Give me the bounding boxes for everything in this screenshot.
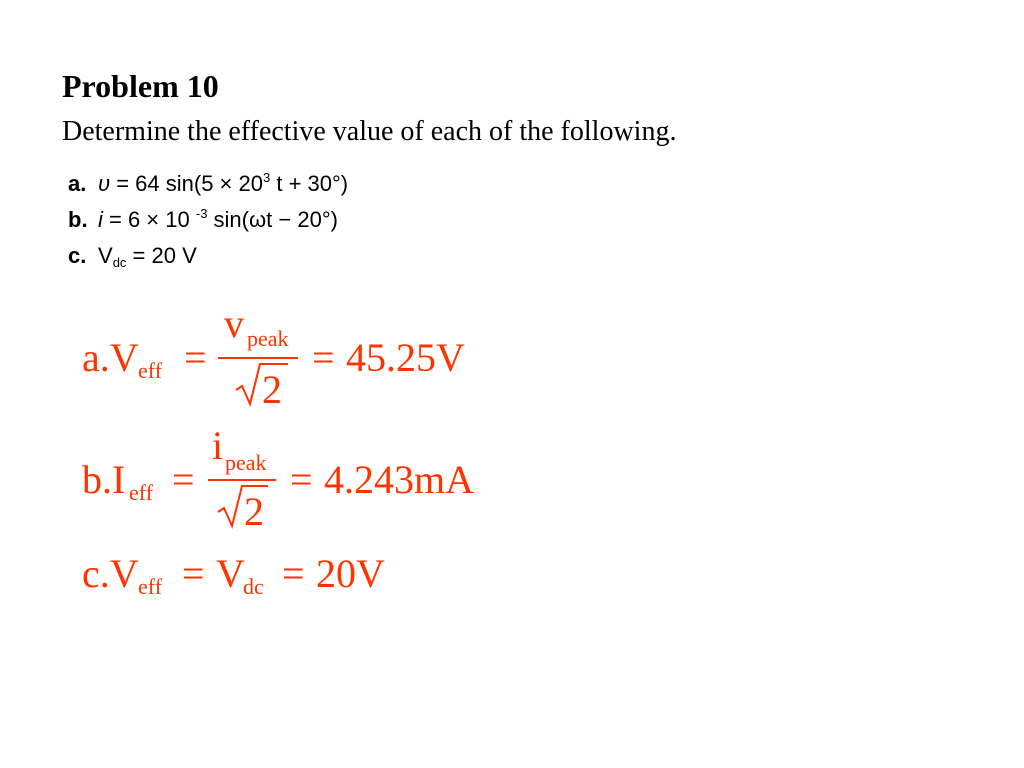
problem-title: Problem 10: [62, 68, 219, 104]
problem-expression-tail: sin(ωt − 20°): [207, 207, 338, 232]
problem-label: a.: [68, 171, 87, 196]
fraction-numerator: v: [224, 301, 244, 346]
problem-expression: = 6 × 10: [102, 207, 196, 232]
equals-sign: =: [282, 551, 305, 596]
equals-sign: =: [312, 335, 335, 380]
numerator-subscript: peak: [225, 450, 267, 475]
equals-sign: =: [184, 335, 207, 380]
mid-variable: V: [216, 551, 245, 596]
equals-sign: =: [182, 551, 205, 596]
answer-prefix: b.I: [82, 457, 126, 502]
problem-expression: = 64 sin(5 × 20: [110, 171, 263, 196]
answer-result: 45.25V: [346, 335, 465, 380]
answer-subscript: eff: [138, 358, 163, 383]
answer-result: 20V: [316, 551, 385, 596]
equals-sign: =: [172, 457, 195, 502]
problem-label: c.: [68, 243, 87, 268]
mid-subscript: dc: [243, 574, 264, 599]
numerator-subscript: peak: [247, 326, 289, 351]
problem-exponent: -3: [195, 206, 208, 221]
fraction-denominator: 2: [262, 367, 282, 412]
problem-statement: Determine the effective value of each of the following.: [62, 116, 677, 147]
problem-subscript: dc: [112, 255, 127, 270]
equals-sign: =: [290, 457, 313, 502]
problem-variable: υ: [98, 171, 111, 196]
problem-label: b.: [68, 207, 88, 232]
fraction-denominator: 2: [244, 489, 264, 534]
problem-variable: i: [98, 207, 103, 232]
answer-result: 4.243mA: [324, 457, 474, 502]
answer-subscript: eff: [129, 480, 154, 505]
problem-expression-tail: = 20 V: [126, 243, 197, 268]
answer-prefix: c.V: [82, 551, 139, 596]
answer-subscript: eff: [138, 574, 163, 599]
problem-expression-tail: t + 30°): [270, 171, 349, 196]
fraction-numerator: i: [212, 423, 224, 468]
answer-prefix: a.V: [82, 335, 139, 380]
problem-variable: V: [98, 243, 113, 268]
problem-exponent: 3: [263, 170, 271, 185]
